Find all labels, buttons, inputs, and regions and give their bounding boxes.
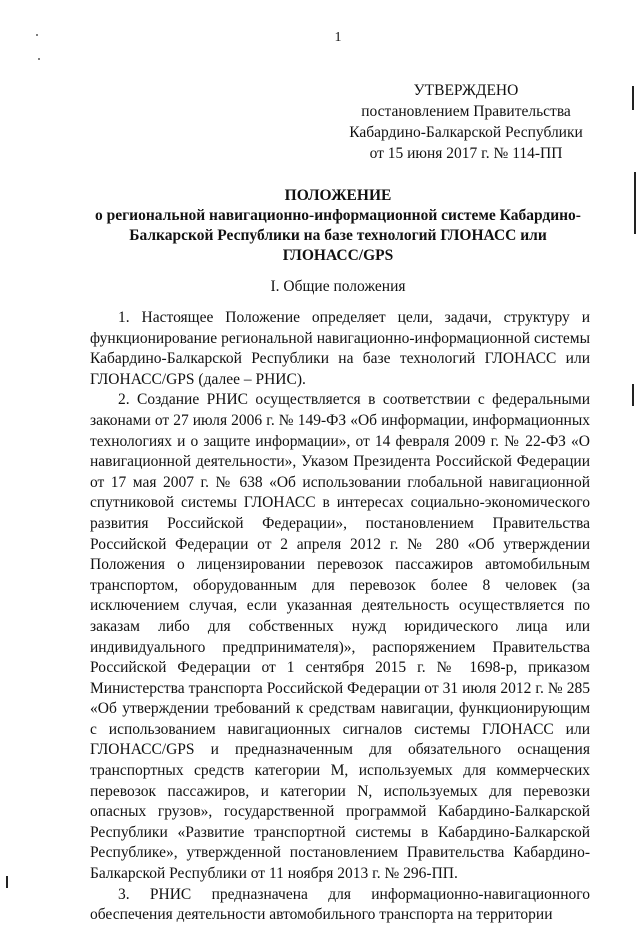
approval-date: от 15 июня 2017 г. № 114-ПП — [369, 145, 563, 162]
approval-line: постановлением Правительства — [361, 103, 571, 120]
paragraph: 3. РНИС предназначена для информационно-навигационного обеспечения деятельности автомобильного транспорта на территории — [90, 885, 590, 924]
document-title — [88, 186, 588, 266]
title-line: ГЛОНАСС/GPS — [282, 247, 394, 264]
approval-heading: УТВЕРЖДЕНО — [413, 82, 519, 99]
approval-stamp — [340, 80, 592, 164]
scan-edge-mark — [632, 86, 634, 110]
scan-dot — [38, 58, 40, 60]
title-line: о региональной навигационно-информационной системе Кабардино- — [95, 207, 581, 224]
scan-edge-mark — [632, 384, 634, 406]
paragraph: 2. Создание РНИС осуществляется в соответствии с федеральными законами от 27 июля 2006 г. № 149-ФЗ «Об информации, информационных технологиях и о защите информации», от 14 февраля 2009 г. № 22-ФЗ «О навигационной деятельности», Указом Президента Российской Федерации от 17 мая 2007 г. № 638 «Об использовании глобальной навигационной спутниковой системы ГЛОНАСС в интересах социально-экономического развития Российской Федерации», постановлением Правительства Российской Федерации от 2 апреля 2012 г. № 280 «Об утверждении Положения о лицензировании перевозок пассажиров автомобильным транспортом, оборудованным для перевозок более 8 человек (за исключением случая, если указанная деятельность осуществляется по заказам либо для собственных нужд юридического лица или индивидуального предпринимателя)», распоряжением Правительства Российской Федерации от 1 сентября 2015 г. № 1698-р, приказом Министерства транспорта Российской Федерации от 31 июля 2012 г. № 285 «Об утверждении требований к средствам навигации, функционирующим с использованием навигационных сигналов системы ГЛОНАСС или ГЛОНАСС/GPS и предназначенным для обязательного оснащения транспортных средств категории М, используемых для коммерческих перевозок пассажиров, и категории N, используемых для перевозки опасных грузов», государственной программой Кабардино-Балкарской Республики «Развитие транспортной системы в Кабардино-Балкарской Республике», утвержденной постановлением Правительства Кабардино-Балкарской Республики от 11 ноября 2013 г. № 296-ПП. — [90, 391, 590, 883]
approval-line: Кабардино-Балкарской Республики — [349, 124, 583, 141]
scan-dot — [36, 34, 38, 36]
scan-edge-mark — [634, 172, 636, 234]
scan-edge-mark — [6, 876, 8, 888]
section-heading: I. Общие положения — [270, 278, 406, 295]
title-line: Балкарской Республики на базе технологий ГЛОНАСС или — [129, 227, 547, 244]
page-number: 1 — [334, 30, 342, 45]
title-heading: ПОЛОЖЕНИЕ — [284, 187, 392, 204]
document-body — [90, 308, 590, 926]
paragraph: 1. Настоящее Положение определяет цели, задачи, структуру и функционирование региональной навигационно-информационной системы Кабардино-Балкарской Республики на базе технологий ГЛОНАСС или ГЛОНАСС/GPS (далее – РНИС). — [90, 309, 590, 388]
